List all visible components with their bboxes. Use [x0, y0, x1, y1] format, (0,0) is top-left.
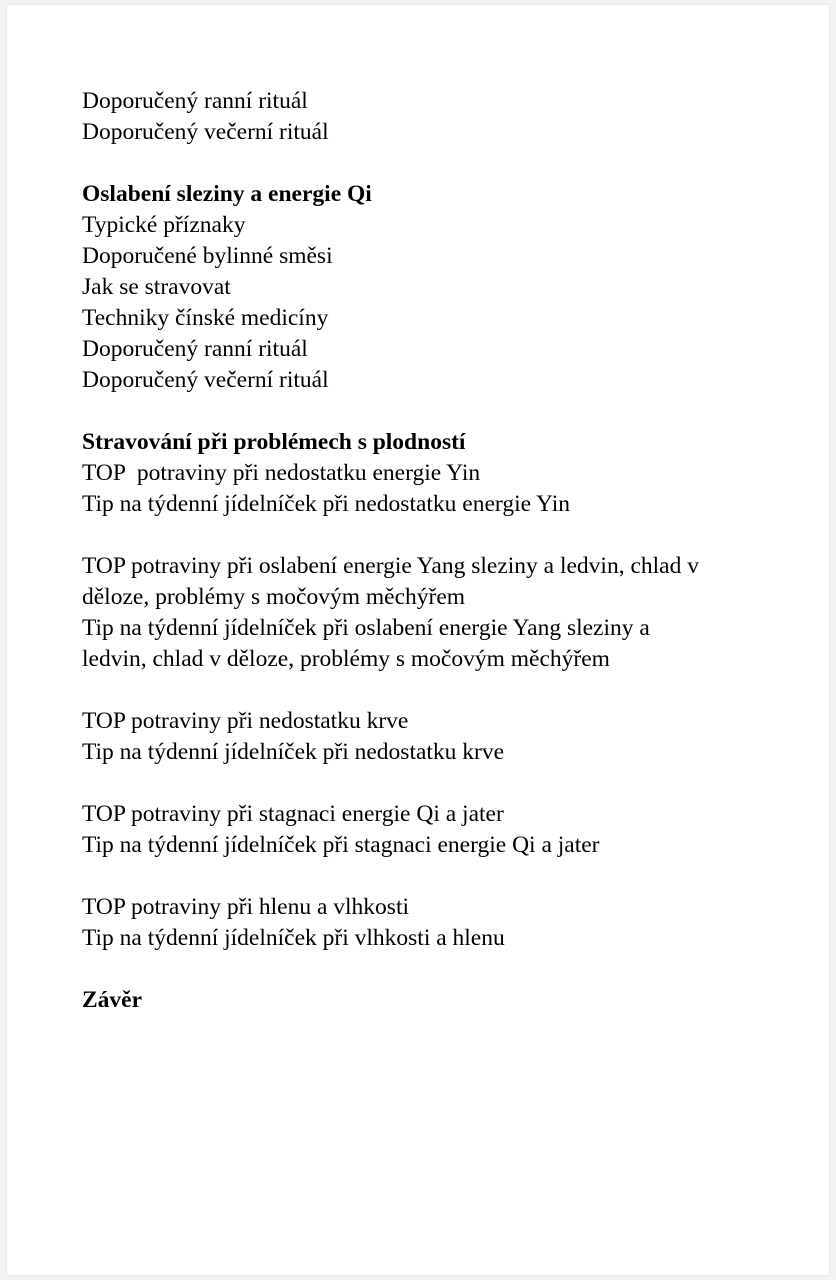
toc-line: TOP potraviny při stagnaci energie Qi a jater: [82, 801, 504, 827]
spacer: [82, 954, 769, 985]
toc-line: Typické příznaky: [82, 212, 246, 238]
spacer: [82, 396, 769, 427]
toc-line: TOP potraviny při oslabení energie Yang sleziny a ledvin, chlad v děloze, problémy s močovým měchýřem: [82, 553, 699, 610]
toc-line: TOP potraviny při nedostatku krve: [82, 708, 409, 734]
toc-line: Tip na týdenní jídelníček při oslabení energie Yang sleziny a ledvin, chlad v děloze, problémy s močovým měchýřem: [82, 615, 650, 672]
toc-line: Doporučený ranní rituál: [82, 336, 308, 362]
toc-line: TOP potraviny při hlenu a vlhkosti: [82, 894, 410, 920]
toc-line: Tip na týdenní jídelníček při stagnaci energie Qi a jater: [82, 832, 600, 858]
toc-line: Doporučený večerní rituál: [82, 367, 329, 393]
spacer: [82, 675, 769, 706]
toc-line: Doporučený ranní rituál: [82, 88, 308, 114]
spacer: [82, 520, 769, 551]
toc-line: Jak se stravovat: [82, 274, 231, 300]
toc-line: Tip na týdenní jídelníček při nedostatku energie Yin: [82, 491, 570, 517]
section-heading: Oslabení sleziny a energie Qi: [82, 181, 372, 207]
spacer: [82, 148, 769, 179]
section-heading: Stravování při problémech s plodností: [82, 429, 466, 455]
toc-line: Tip na týdenní jídelníček při nedostatku krve: [82, 739, 505, 765]
toc-line: Techniky čínské medicíny: [82, 305, 329, 331]
toc-line: Doporučené bylinné směsi: [82, 243, 333, 269]
toc-line: TOP potraviny při nedostatku energie Yin: [82, 460, 481, 486]
toc-line: Tip na týdenní jídelníček při vlhkosti a hlenu: [82, 925, 505, 951]
spacer: [82, 768, 769, 799]
toc-line: Doporučený večerní rituál: [82, 119, 329, 145]
spacer: [82, 861, 769, 892]
section-heading: Závěr: [82, 987, 143, 1013]
document-page: [7, 5, 829, 1275]
